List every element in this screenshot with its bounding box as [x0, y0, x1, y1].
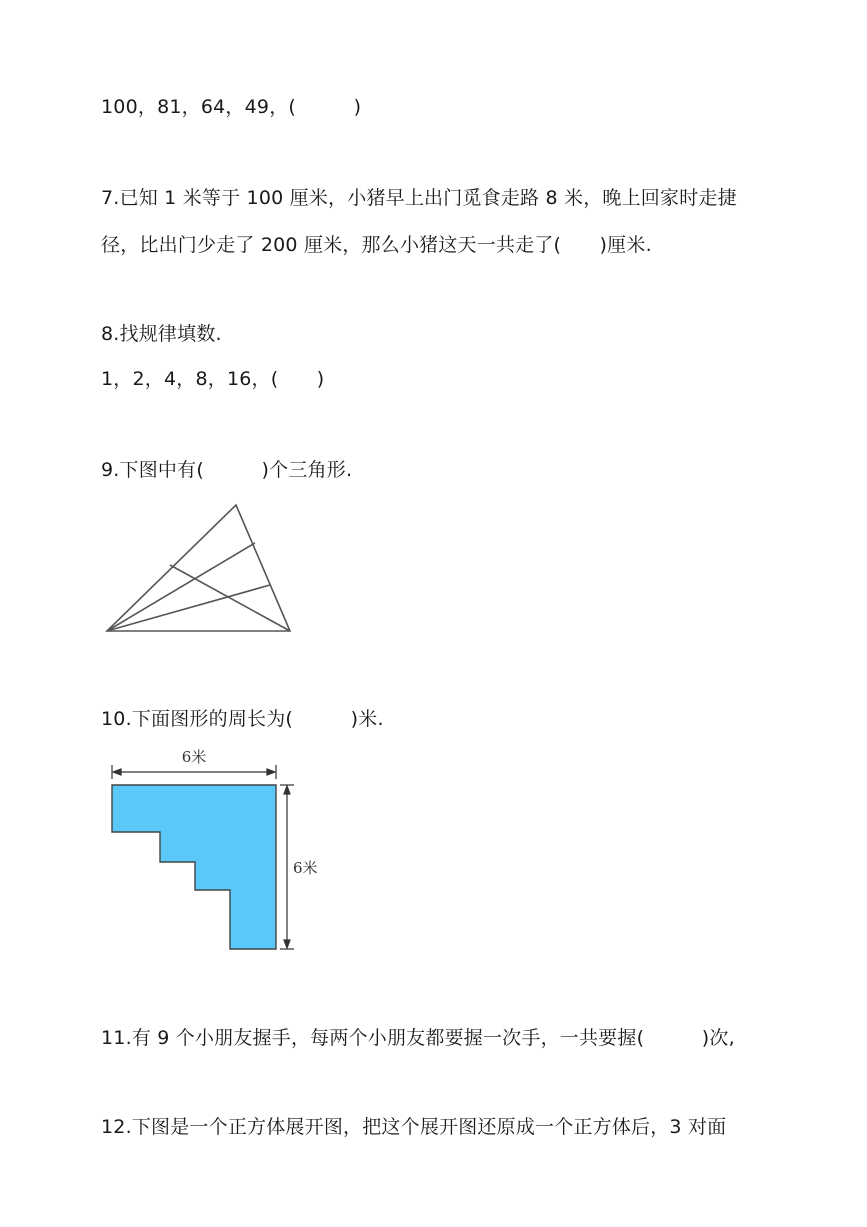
- q7-line-1: 7.已知 1 米等于 100 厘米，小猪早上出门觅食走路 8 米，晚上回家时走捷: [101, 187, 737, 209]
- q12-text: 12.下图是一个正方体展开图，把这个展开图还原成一个正方体后，3 对面: [101, 1116, 727, 1138]
- height-arrow-top: [284, 786, 290, 794]
- width-label: 6米: [181, 748, 207, 766]
- q6-sequence: 100，81，64，49，( ): [101, 96, 362, 118]
- triangle-inner-line-1: [107, 543, 255, 631]
- q8-sequence: 1，2，4，8，16，( ): [101, 368, 325, 390]
- outer-triangle: [107, 505, 290, 631]
- staircase-shape: [112, 785, 276, 949]
- staircase-figure: [100, 742, 340, 957]
- triangle-figure: [100, 498, 300, 638]
- q10-text: 10.下面图形的周长为( )米.: [101, 708, 384, 730]
- q7-line-2: 径，比出门少走了 200 厘米，那么小猪这天一共走了( )厘米.: [101, 234, 652, 256]
- triangle-inner-line-3: [170, 565, 290, 631]
- q9-text: 9.下图中有( )个三角形.: [101, 459, 353, 481]
- width-arrow-right: [267, 769, 275, 775]
- q8-title: 8.找规律填数.: [101, 323, 222, 345]
- width-arrow-left: [113, 769, 121, 775]
- height-arrow-bottom: [284, 940, 290, 948]
- q11-text: 11.有 9 个小朋友握手，每两个小朋友都要握一次手，一共要握( )次,: [101, 1027, 735, 1049]
- height-label: 6米: [293, 859, 318, 877]
